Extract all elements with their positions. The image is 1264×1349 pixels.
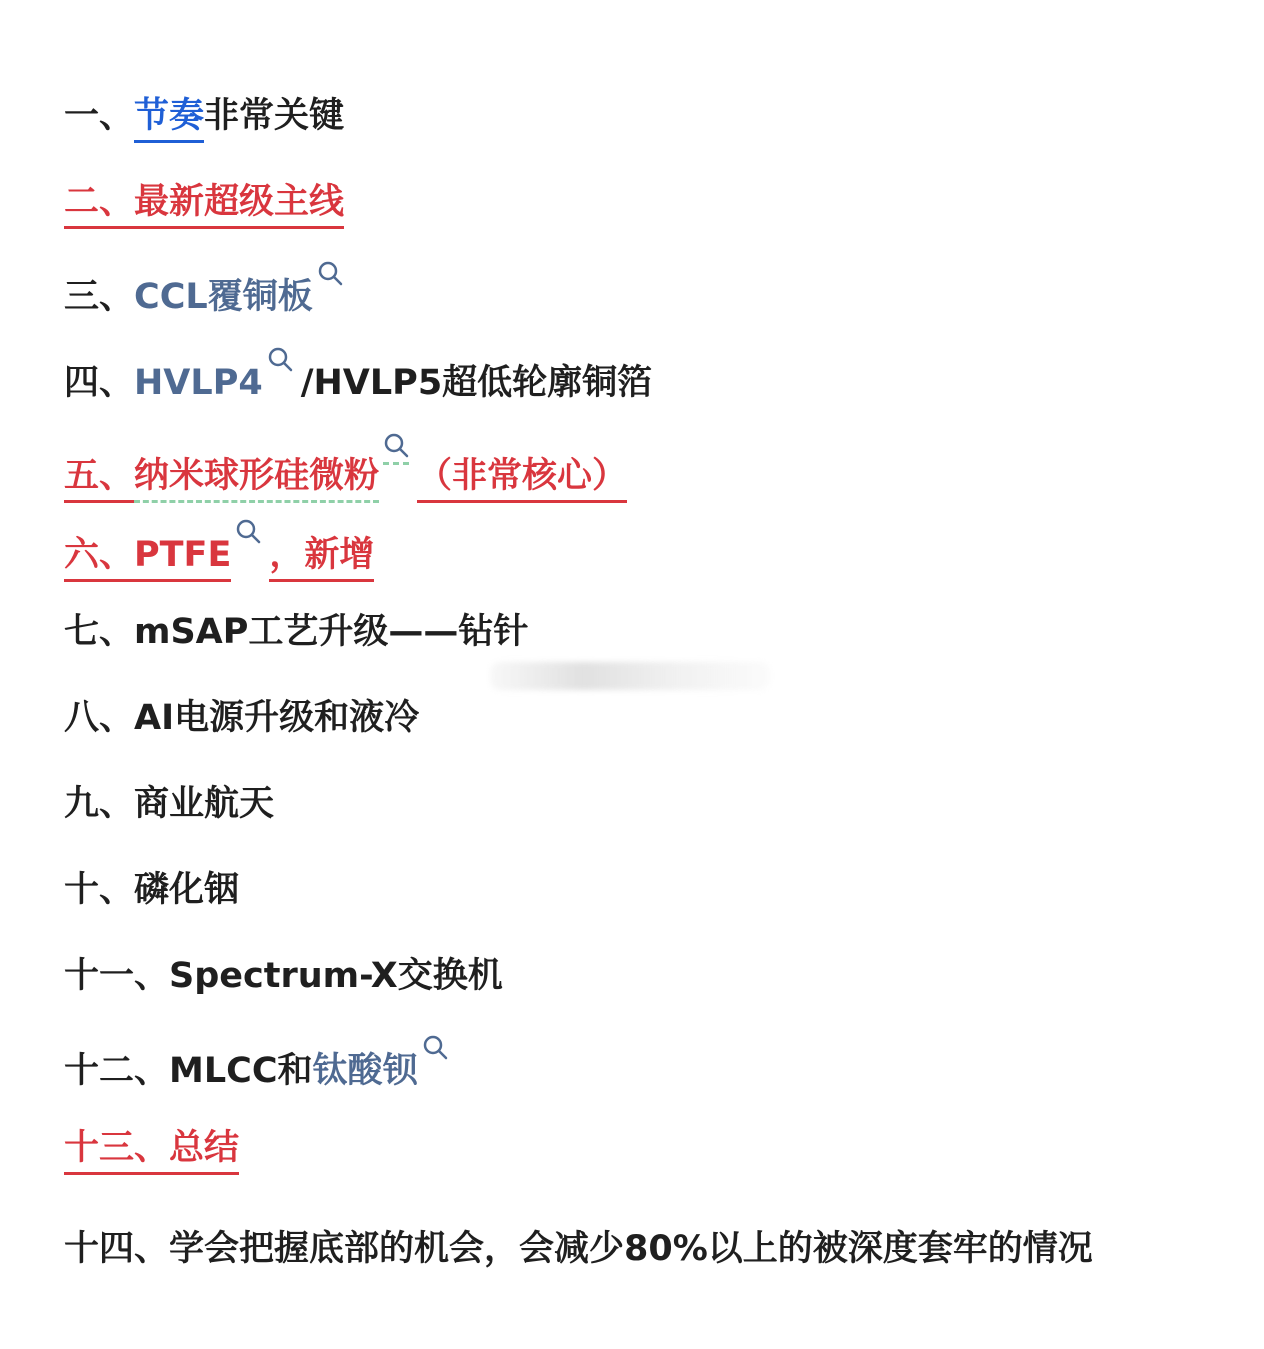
- item-3-keyword[interactable]: CCL覆铜板: [134, 277, 313, 317]
- item-14-text: 十四、学会把握底部的机会，会减少80%以上的被深度套牢的情况: [64, 1229, 1093, 1269]
- outline-item-2: [64, 174, 1224, 260]
- outline-item-9: [64, 776, 1224, 862]
- search-icon[interactable]: [317, 260, 343, 286]
- outline-item-13: [64, 1120, 1224, 1206]
- item-6-suffix: ，新增: [269, 535, 374, 582]
- item-1-suffix: 非常关键: [204, 96, 345, 136]
- outline-item-1: [64, 88, 1224, 174]
- outline-item-6: [64, 518, 1224, 604]
- item-12-prefix: 十二、MLCC和: [64, 1051, 313, 1091]
- item-4-keyword[interactable]: HVLP4: [134, 363, 263, 403]
- outline-item-3: [64, 260, 1224, 346]
- outline-item-4: [64, 346, 1224, 432]
- outline-item-8: [64, 690, 1224, 776]
- item-1-prefix: 一、: [64, 96, 135, 136]
- item-6-keyword[interactable]: PTFE: [134, 535, 231, 582]
- outline-item-5: [64, 432, 1224, 518]
- outline-item-10: [64, 862, 1224, 948]
- item-5-keyword[interactable]: 纳米球形硅微粉: [134, 456, 379, 503]
- item-5-suffix: （非常核心）: [417, 456, 627, 503]
- outline-item-11: [64, 948, 1224, 1034]
- item-13-text: 十三、总结: [64, 1128, 239, 1175]
- item-4-suffix: /HVLP5超低轮廓铜箔: [300, 363, 653, 403]
- blurred-watermark: [490, 662, 770, 690]
- item-2-text: 二、最新超级主线: [64, 182, 344, 229]
- item-8-text: 八、AI电源升级和液冷: [64, 698, 420, 738]
- item-11-text: 十一、Spectrum-X交换机: [64, 956, 503, 996]
- outline-item-12: [64, 1034, 1224, 1120]
- outline-item-14: [64, 1206, 1214, 1292]
- item-1-link[interactable]: 节奏: [134, 96, 204, 143]
- search-icon[interactable]: [267, 346, 293, 372]
- item-6-prefix: 六、: [64, 535, 134, 582]
- item-4-prefix: 四、: [64, 363, 135, 403]
- item-7-text: 七、mSAP工艺升级——钻针: [64, 612, 529, 652]
- item-12-keyword[interactable]: 钛酸钡: [312, 1051, 418, 1091]
- item-9-text: 九、商业航天: [64, 784, 275, 824]
- item-3-prefix: 三、: [64, 277, 135, 317]
- item-10-text: 十、磷化铟: [64, 870, 240, 910]
- item-5-prefix: 五、: [64, 456, 134, 503]
- article-outline: [64, 88, 1224, 1292]
- search-icon[interactable]: [422, 1034, 448, 1060]
- search-icon[interactable]: [235, 518, 261, 544]
- search-icon[interactable]: [383, 432, 409, 465]
